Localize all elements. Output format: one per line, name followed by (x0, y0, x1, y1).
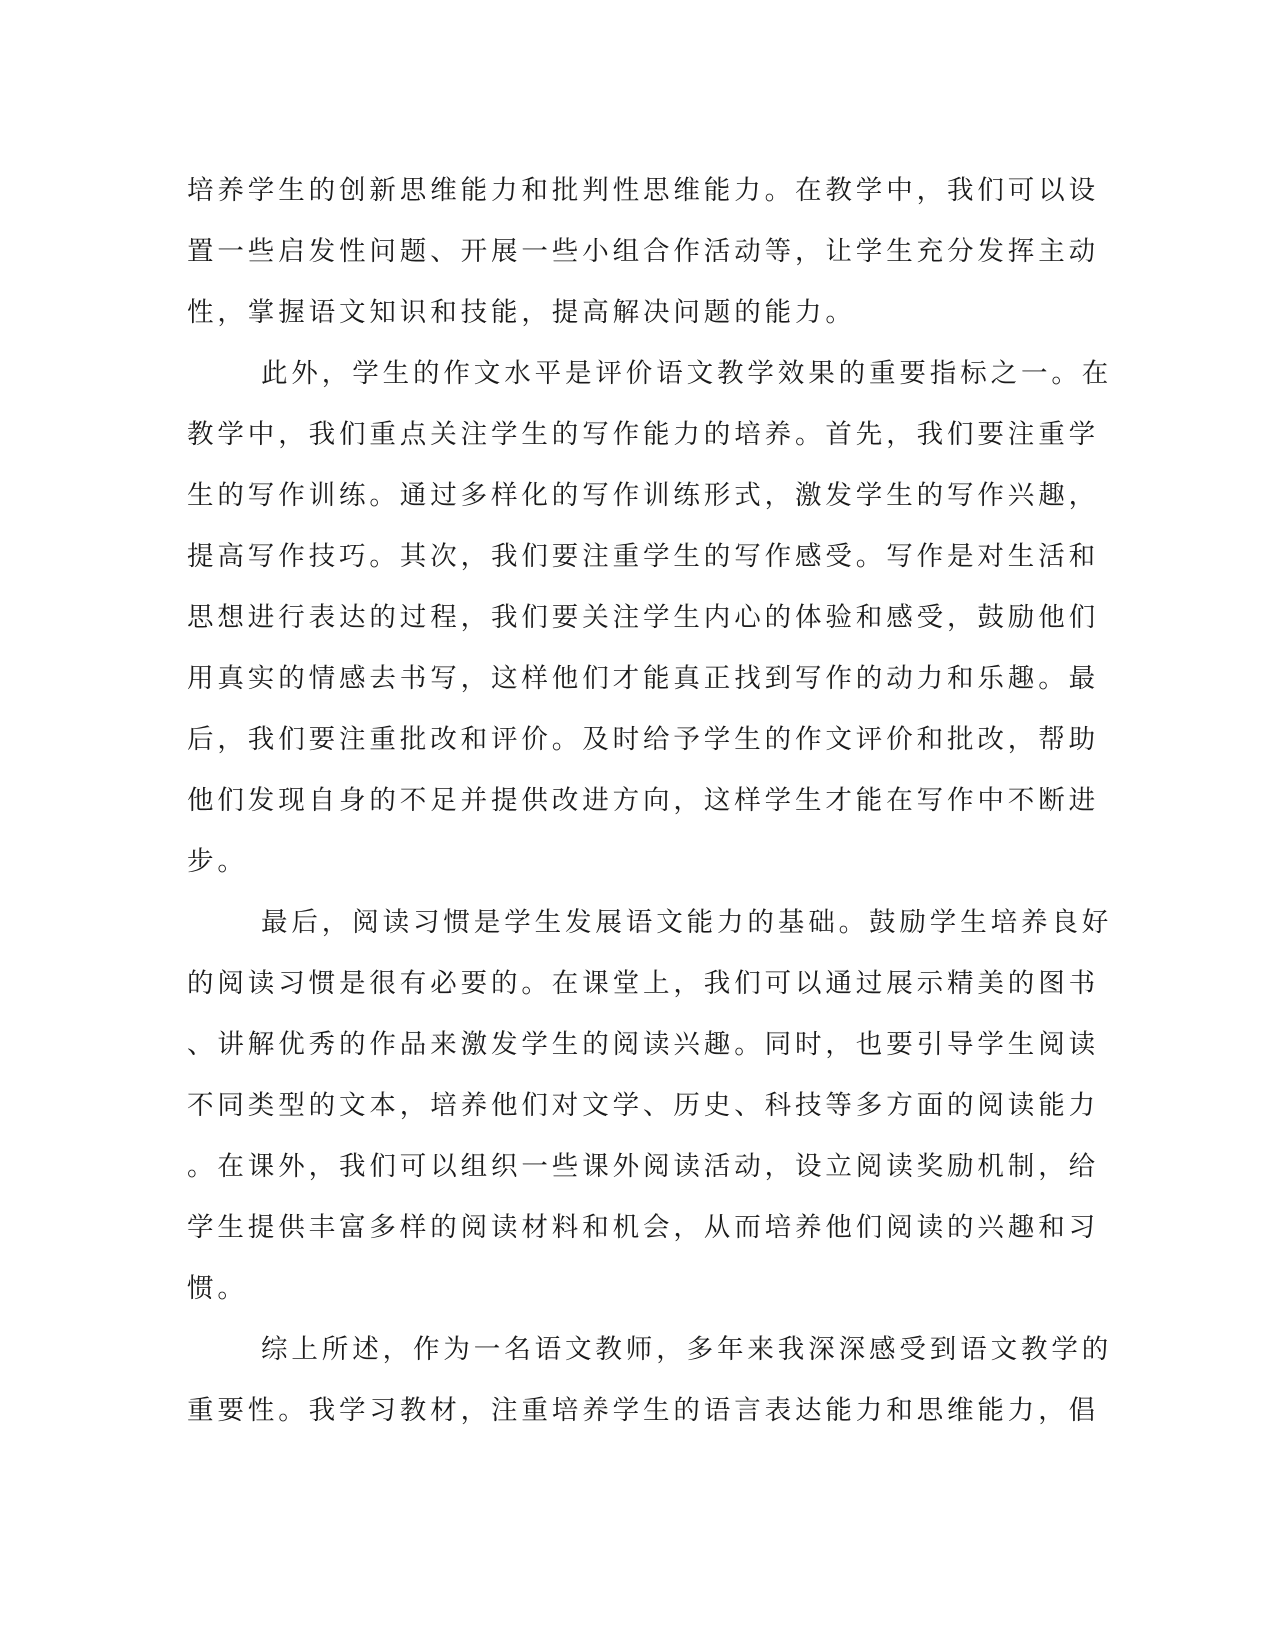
text-line: 思想进行表达的过程，我们要关注学生内心的体验和感受，鼓励他们 (187, 602, 1099, 633)
text-line: 提高写作技巧。其次，我们要注重学生的写作感受。写作是对生活和 (187, 541, 1099, 572)
text-line: 他们发现自身的不足并提供改进方向，这样学生才能在写作中不断进 (187, 785, 1099, 816)
paragraph-2 (187, 343, 1113, 892)
text-line: 惯。 (187, 1273, 248, 1304)
text-line: 培养学生的创新思维能力和批判性思维能力。在教学中，我们可以设 (187, 175, 1099, 206)
document-body (187, 160, 1113, 1441)
text-line: 、讲解优秀的作品来激发学生的阅读兴趣。同时，也要引导学生阅读 (187, 1029, 1099, 1060)
text-line: 置一些启发性问题、开展一些小组合作活动等，让学生充分发挥主动 (187, 236, 1099, 267)
text-line: 重要性。我学习教材，注重培养学生的语言表达能力和思维能力，倡 (187, 1395, 1099, 1426)
text-line: 此外，学生的作文水平是评价语文教学效果的重要指标之一。在 (261, 358, 1113, 389)
text-line: 后，我们要注重批改和评价。及时给予学生的作文评价和批改，帮助 (187, 724, 1099, 755)
text-line: 生的写作训练。通过多样化的写作训练形式，激发学生的写作兴趣， (187, 480, 1099, 511)
text-line: 步。 (187, 846, 248, 877)
text-line: 用真实的情感去书写，这样他们才能真正找到写作的动力和乐趣。最 (187, 663, 1099, 694)
text-line: 教学中，我们重点关注学生的写作能力的培养。首先，我们要注重学 (187, 419, 1099, 450)
text-line: 综上所述，作为一名语文教师，多年来我深深感受到语文教学的 (261, 1334, 1113, 1365)
text-line: 性，掌握语文知识和技能，提高解决问题的能力。 (187, 297, 856, 328)
paragraph-4 (187, 1319, 1113, 1441)
paragraph-1 (187, 160, 1099, 343)
text-line: 不同类型的文本，培养他们对文学、历史、科技等多方面的阅读能力 (187, 1090, 1099, 1121)
text-line: 最后，阅读习惯是学生发展语文能力的基础。鼓励学生培养良好 (261, 907, 1113, 938)
paragraph-3 (187, 892, 1113, 1319)
text-line: 学生提供丰富多样的阅读材料和机会，从而培养他们阅读的兴趣和习 (187, 1212, 1099, 1243)
text-line: 。在课外，我们可以组织一些课外阅读活动，设立阅读奖励机制，给 (187, 1151, 1099, 1182)
text-line: 的阅读习惯是很有必要的。在课堂上，我们可以通过展示精美的图书 (187, 968, 1099, 999)
